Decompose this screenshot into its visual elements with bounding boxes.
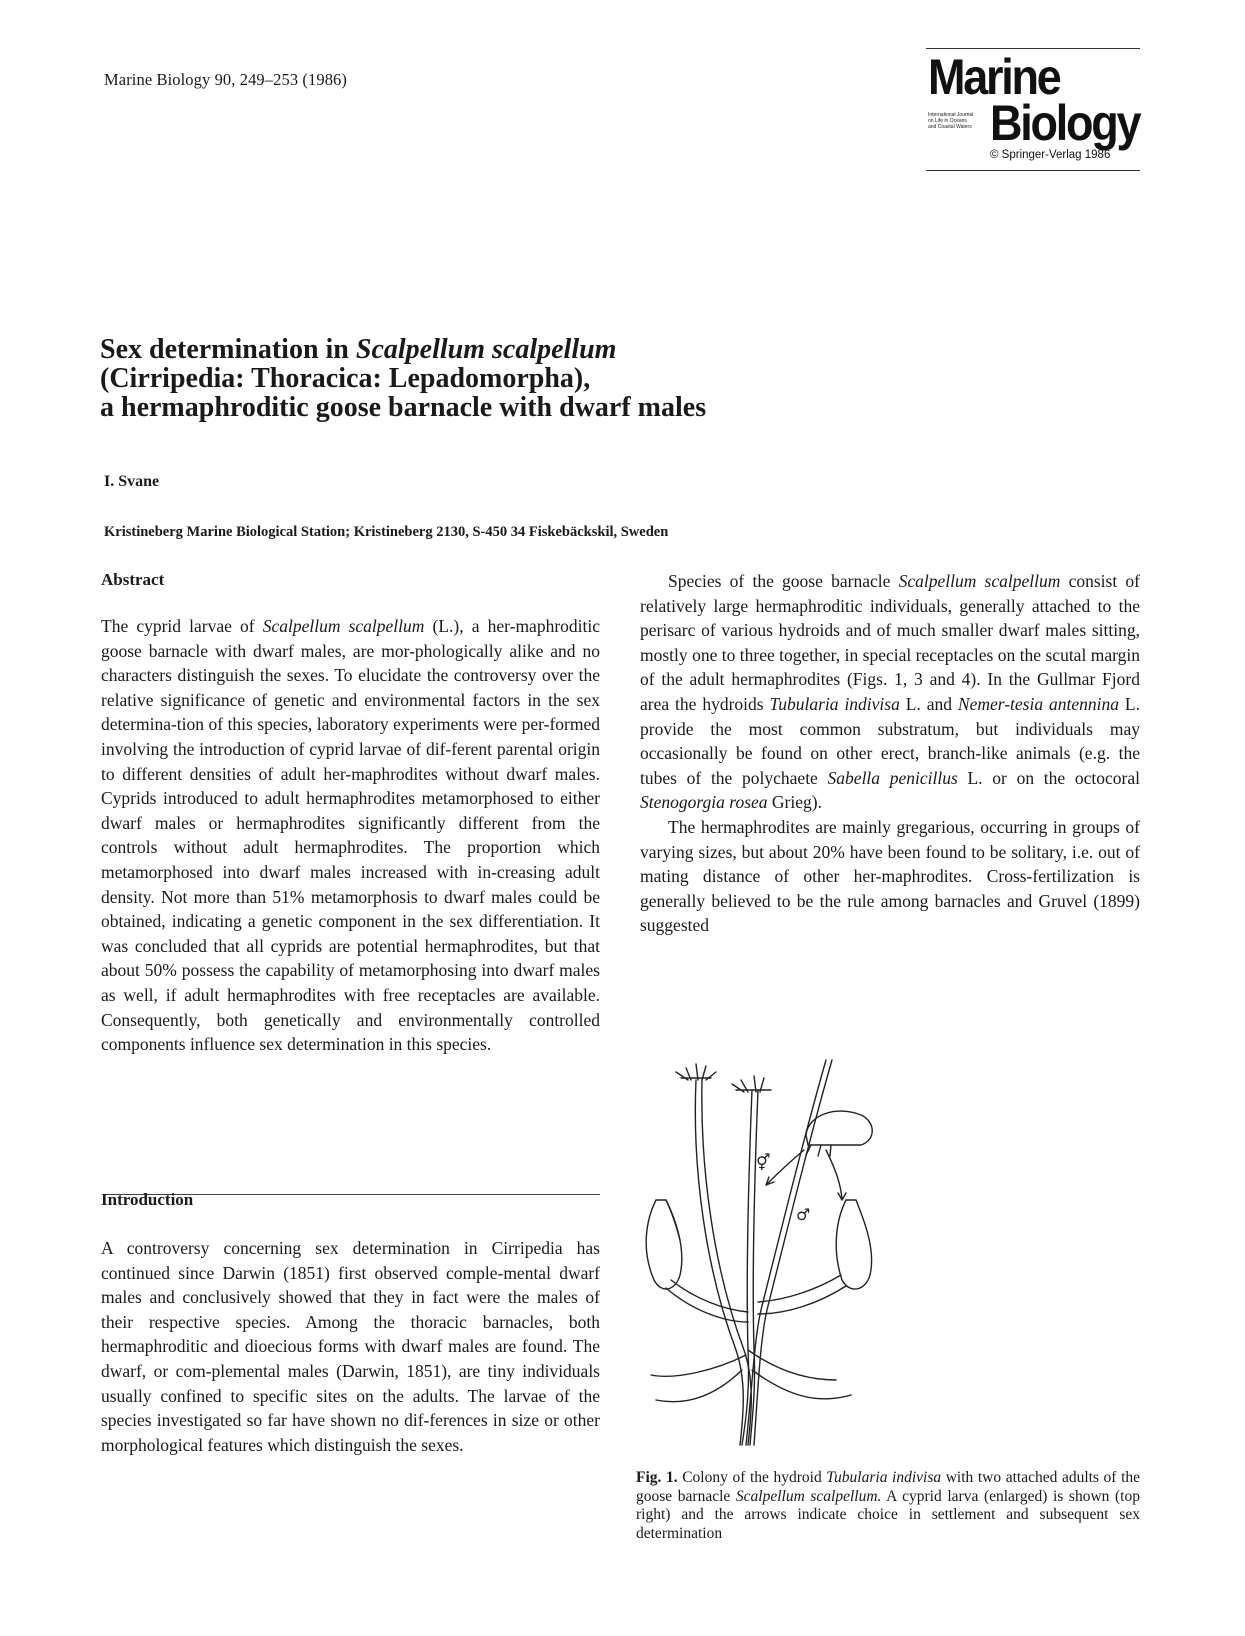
logo-bottom-rule — [926, 170, 1140, 171]
hydranth-head — [732, 1076, 771, 1092]
hydroid-stalk — [656, 1370, 742, 1402]
figure-label: Fig. 1. — [636, 1469, 678, 1486]
barnacle-capitulum — [836, 1200, 871, 1289]
hydroid-stalk — [702, 1080, 751, 1445]
title-line: (Cirripedia: Thoracica: Lepadomorpha), — [100, 363, 591, 394]
introduction-body — [101, 1236, 600, 1457]
hydroid-stalk — [752, 1370, 851, 1399]
logo-word-biology: Biology — [990, 95, 1140, 151]
species-name: Stenogorgia rosea — [640, 792, 768, 813]
text-run: Species of the goose barnacle — [668, 571, 899, 591]
abstract-paragraph — [101, 614, 600, 1057]
cyprid-appendage — [806, 1145, 831, 1156]
hydroid-stalk — [754, 1060, 832, 1445]
species-name: Scalpellum scalpellum. — [735, 1487, 882, 1505]
hydranth-head — [676, 1064, 716, 1080]
right-column-body — [640, 569, 1140, 938]
abstract-body — [101, 614, 600, 1057]
barnacle-plate — [666, 1200, 680, 1240]
species-name: Scalpellum scalpellum — [262, 616, 425, 636]
title-line — [100, 335, 1100, 364]
text-run: Grieg). — [767, 792, 822, 813]
species-name: Tubularia indivisa — [826, 1469, 942, 1486]
barnacle-capitulum — [646, 1200, 682, 1289]
body-paragraph — [640, 569, 1140, 815]
logo-tagline-line: on Life in Oceans — [928, 118, 967, 124]
text-run: (L.), a her-maphroditic goose barnacle with dwarf males, are mor-phologically alike and no characters distinguish the sexes. To elucidate the controversy over the relative significance of genetic and environmental factors in the sex determina-tion of this species, laboratory experiments were per-formed involving the introduction of cyprid larvae of dif-ferent parental origin to different densities of adult her-maphrodites without dwarf males. Cyprids introduced to adult hermaphrodites metamorphosed to either dwarf males or hermaphrodites significantly different from the controls without adult hermaphrodites. The proportion which metamorphosed into dwarf males increased with in-creasing adult density. Not more than 51% metamorphosis to dwarf males could be obtained, indicating a genetic component in the sex differentiation. It was concluded that all cyprids are potential hermaphrodites, but that about 50% possess the capability of metamorphosing into dwarf males as well, if adult hermaphrodites with free receptacles are available. Consequently, both genetically and environmentally controlled components influence sex determination in this species. — [101, 616, 601, 1055]
logo-word-marine: Marine — [928, 49, 1060, 105]
logo-tagline-line: International Journal — [928, 112, 974, 118]
author-affiliation: Kristineberg Marine Biological Station; Kristineberg 2130, S-450 34 Fiskebäckskil, Sweden — [104, 524, 669, 540]
title-text: Sex determination in — [100, 334, 356, 365]
barnacle-peduncle — [671, 1280, 748, 1312]
arrow-to-male — [826, 1150, 842, 1200]
text-run: with two attached adults of the goose barnacle — [636, 1469, 1140, 1505]
title-line: a hermaphroditic goose barnacle with dwarf males — [100, 392, 707, 423]
body-paragraph: The hermaphrodites are mainly gregarious, occurring in groups of varying sizes, but about 20% have been found to be solitary, i.e. out of mating distance of other her-maphrodites. Cross-fertilization is generally believed to be the rule among barnacles and Gruvel (1899) suggested — [640, 816, 1140, 936]
text-run: The cyprid larvae of — [101, 616, 263, 636]
figure-caption — [636, 1469, 1140, 1543]
author-name: I. Svane — [104, 473, 160, 490]
article-title — [100, 335, 1100, 422]
barnacle-peduncle — [666, 1288, 748, 1322]
introduction-paragraph: A controversy concerning sex determination in Cirripedia has continued since Darwin (1851) first observed comple-mental dwarf males and conclusively showed that they in fact were the males of their respective species. Among the thoracic barnacles, both hermaphroditic and dioecious forms with dwarf males are found. The dwarf, or com-plemental males (Darwin, 1851), are tiny individuals usually confined to specific sites on the adults. The larvae of the species investigated so far have shown no dif-ferences in size or other morphological features which distinguish the sexes. — [101, 1238, 600, 1455]
species-name: Sabella penicillus — [827, 767, 958, 788]
arrow-to-hermaphrodite — [766, 1150, 804, 1185]
text-run: consist of relatively large hermaphroditic individuals, generally attached to the perisarc of various hydroids and of much smaller dwarf males sitting, mostly one to three together, in special receptacles on the scutal margin of the adult hermaphrodites (Figs. 1, 3 and 4). In the Gullmar Fjord area the hydroids — [640, 571, 1140, 714]
figure-1-illustration — [636, 1050, 906, 1450]
text-run: L. and — [899, 693, 958, 714]
species-name: Scalpellum scalpellum — [898, 571, 1061, 591]
species-name: Nemer-tesia antennina — [957, 693, 1120, 714]
hermaphrodite-symbol: ⚥ — [756, 1153, 771, 1172]
male-symbol: ♂ — [796, 1205, 811, 1224]
hydroid-stalk — [651, 1355, 746, 1376]
species-name: Tubularia indivisa — [769, 693, 900, 714]
text-run: L. provide the most common substratum, but individuals may occasionally be found on other erect, branch-like animals (e.g. the tubes of the polychaete — [640, 693, 1140, 788]
text-run: Colony of the hydroid — [677, 1469, 827, 1486]
title-species: Scalpellum scalpellum — [355, 334, 617, 365]
text-run: L. or on the octocoral — [957, 767, 1140, 788]
text-run: A cyprid larva (enlarged) is shown (top right) and the arrows indicate choice in settlement and subsequent sex determination — [636, 1487, 1140, 1542]
logo-tagline — [928, 112, 990, 130]
logo-publisher: © Springer-Verlag 1986 — [990, 149, 1111, 161]
logo-tagline-line: and Coastal Waters — [928, 124, 972, 130]
introduction-heading: Introduction — [101, 1190, 194, 1209]
abstract-heading: Abstract — [101, 570, 165, 589]
journal-citation: Marine Biology 90, 249–253 (1986) — [104, 70, 347, 89]
